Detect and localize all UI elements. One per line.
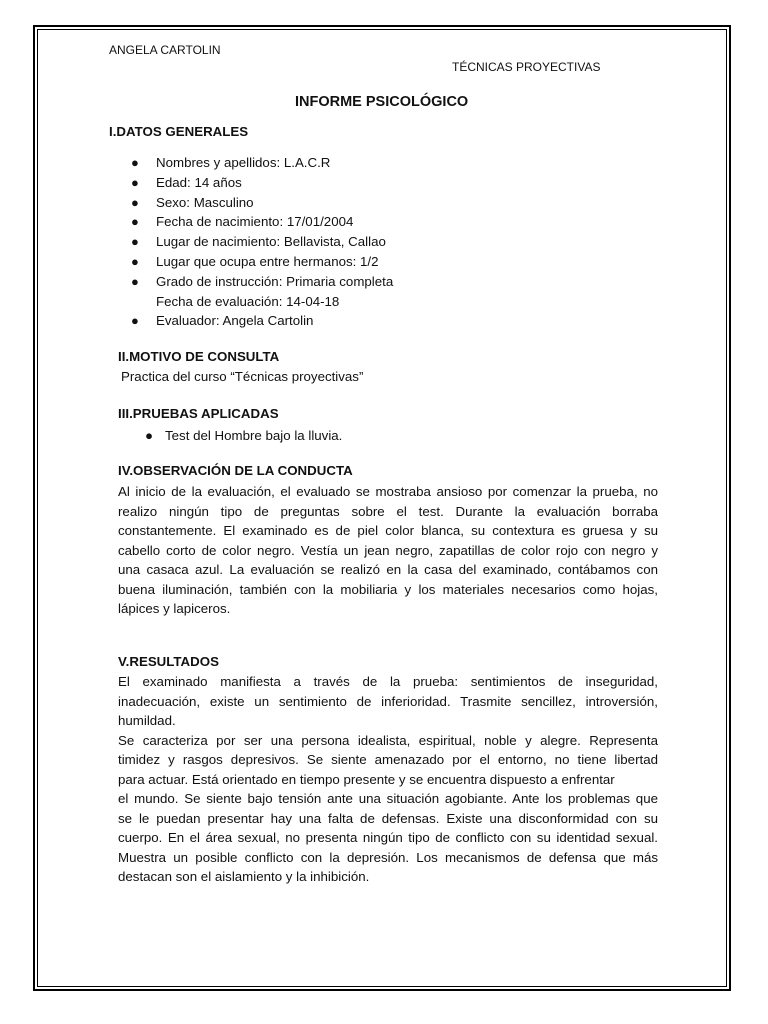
paragraph-line: constantemente. El examinado es de piel color blanca, su contextura es gruesa y su (118, 523, 658, 538)
section-heading-resultados: V.RESULTADOS (118, 654, 219, 669)
author-header: ANGELA CARTOLIN (109, 43, 221, 57)
section-heading-datos-generales: I.DATOS GENERALES (109, 124, 249, 139)
paragraph-line: Muestra un posible conflicto con la depresión. Los mecanismos de defensa que más (118, 849, 658, 865)
list-item: Fecha de evaluación: 14-04-18 (156, 293, 340, 309)
section-heading-observacion: IV.OBSERVACIÓN DE LA CONDUCTA (118, 463, 353, 478)
paragraph-line: lápices y lapiceros. (118, 601, 231, 616)
bullet-icon: ● (131, 155, 139, 170)
paragraph-line: cuerpo. En el área sexual, no presenta ningún tipo de conflicto con su identidad sexual. (118, 830, 658, 845)
bullet-icon: ● (131, 313, 139, 329)
paragraph-line: El examinado manifiesta a través de la prueba: sentimientos de inseguridad, (118, 674, 658, 689)
paragraph-line: cabello corto de color negro. Vestía un jean negro, zapatillas de color rojo con negro y (118, 542, 658, 558)
page-title: INFORME PSICOLÓGICO (295, 94, 469, 110)
paragraph-line: Al inicio de la evaluación, el evaluado se mostraba ansioso por comenzar la prueba, no (118, 484, 658, 499)
bullet-icon: ● (131, 253, 139, 269)
section-heading-pruebas-aplicadas: III.PRUEBAS APLICADAS (118, 406, 279, 421)
list-item: ● Edad: 14 años (131, 173, 393, 193)
paragraph-line: inadecuación, existe un sentimiento de inferioridad. Trasmite sencillez, introversión, (118, 693, 658, 709)
paragraph-line: buena iluminación, también con la mobiliaria y los materiales necesarios como hojas, (118, 581, 658, 597)
list-item: ● Nombres y apellidos: L.A.C.R (131, 153, 393, 173)
paragraph-line: el mundo. Se siente bajo tensión ante una situación agobiante. Ante los problemas que (118, 791, 658, 806)
paragraph-line: realizo ningún tipo de preguntas sobre el test. Durante la evaluación borraba (118, 503, 658, 519)
paragraph-line: humildad. (118, 713, 176, 728)
paragraph-line: Se caracteriza por ser una persona idealista, espiritual, noble y alegre. Representa (118, 732, 658, 748)
bullet-icon: ● (131, 214, 139, 230)
list-item: ● Lugar de nacimiento: Bellavista, Callao (131, 232, 393, 252)
list-item: ● Sexo: Masculino (131, 193, 393, 213)
paragraph-line: para actuar. Está orientado en tiempo presente y se encuentra dispuesto a enfrentar (118, 771, 615, 787)
list-item: ● Fecha de nacimiento: 17/01/2004 (131, 212, 393, 232)
list-item: ● Lugar que ocupa entre hermanos: 1/2 (131, 252, 393, 272)
bullet-icon: ● (131, 273, 139, 289)
section-heading-motivo-consulta: II.MOTIVO DE CONSULTA (118, 349, 280, 364)
datos-generales-list (131, 153, 393, 331)
paragraph-line: una casaca azul. La evaluación se realizó en la casa del examinado, contábamos con (118, 562, 658, 577)
bullet-icon: ● (145, 428, 154, 443)
paragraph-line: destacan son el aislamiento y la inhibición. (118, 869, 370, 884)
bullet-icon: ● (131, 234, 139, 250)
list-item: ● Evaluador: Angela Cartolin (131, 311, 393, 331)
paragraph-line: se le puedan presentar hay una falta de defensas. Existe una disconformidad con su (118, 810, 658, 826)
motivo-consulta-text: Practica del curso “Técnicas proyectivas” (121, 369, 364, 384)
paragraph-line: timidez y rasgos depresivos. Se siente amenazado por el entorno, no tiene libertad (118, 752, 658, 767)
bullet-icon: ● (131, 174, 139, 190)
bullet-icon: ● (131, 194, 139, 210)
observacion-paragraph (118, 482, 658, 619)
resultados-paragraph (118, 672, 658, 887)
course-header: TÉCNICAS PROYECTIVAS (452, 60, 601, 74)
list-item: ● Grado de instrucción: Primaria completa (131, 272, 393, 292)
